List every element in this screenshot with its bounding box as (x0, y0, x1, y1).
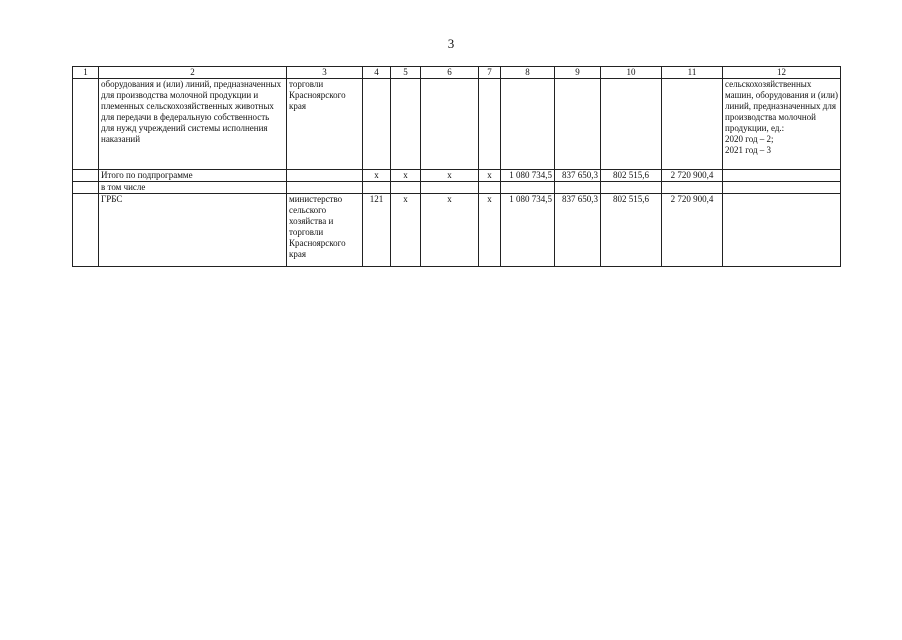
grbs-2020: 837 650,3 (555, 194, 601, 267)
total-c5: х (391, 170, 421, 182)
column-header: 4 (363, 67, 391, 79)
cell-empty (73, 79, 99, 170)
grbs-label: ГРБС (99, 194, 287, 267)
table-row-total (73, 170, 841, 182)
column-header: 11 (662, 67, 723, 79)
total-2019: 1 080 734,5 (501, 170, 555, 182)
page-number: 3 (447, 36, 455, 51)
expected-result-line: 2020 год – 2; (725, 134, 774, 144)
expected-result (723, 79, 841, 170)
total-label: Итого по подпрограмме (99, 170, 287, 182)
total-c4: х (363, 170, 391, 182)
column-header: 1 (73, 67, 99, 79)
column-header: 3 (287, 67, 363, 79)
program-table (72, 66, 841, 267)
total-sum: 2 720 900,4 (662, 170, 723, 182)
header-row (73, 67, 841, 79)
grbs-code: 121 (363, 194, 391, 267)
table-row-including (73, 182, 841, 194)
total-2021: 802 515,6 (601, 170, 662, 182)
column-header: 5 (391, 67, 421, 79)
column-header: 12 (723, 67, 841, 79)
measure-description: оборудования и (или) линий, предназначенных для производства молочной продукции и племенных сельскохозяйственных животных для передачи в федеральную собственность для нужд учреждений системы исполнения наказаний (99, 79, 287, 170)
total-c6: х (421, 170, 479, 182)
expected-result-line: сельскохозяйственных машин, оборудования и (или) линий, предназначенных для производства молочной продукции, ед.: (725, 79, 838, 133)
including-label: в том числе (99, 182, 287, 194)
column-header: 9 (555, 67, 601, 79)
grbs-2019: 1 080 734,5 (501, 194, 555, 267)
column-header: 10 (601, 67, 662, 79)
grbs-ministry: министерство сельского хозяйства и торговли Красноярского края (287, 194, 363, 267)
total-c7: х (479, 170, 501, 182)
grbs-sum: 2 720 900,4 (662, 194, 723, 267)
column-header: 7 (479, 67, 501, 79)
column-header: 8 (501, 67, 555, 79)
column-header: 2 (99, 67, 287, 79)
expected-result-line: 2021 год – 3 (725, 145, 772, 155)
column-header: 6 (421, 67, 479, 79)
total-2020: 837 650,3 (555, 170, 601, 182)
grbs-c7: х (479, 194, 501, 267)
grbs-2021: 802 515,6 (601, 194, 662, 267)
grbs-c6: х (421, 194, 479, 267)
table-row-continued (73, 79, 841, 170)
table-row-grbs (73, 194, 841, 267)
grbs-c5: х (391, 194, 421, 267)
responsible-executor: торговли Красноярского края (287, 79, 363, 170)
